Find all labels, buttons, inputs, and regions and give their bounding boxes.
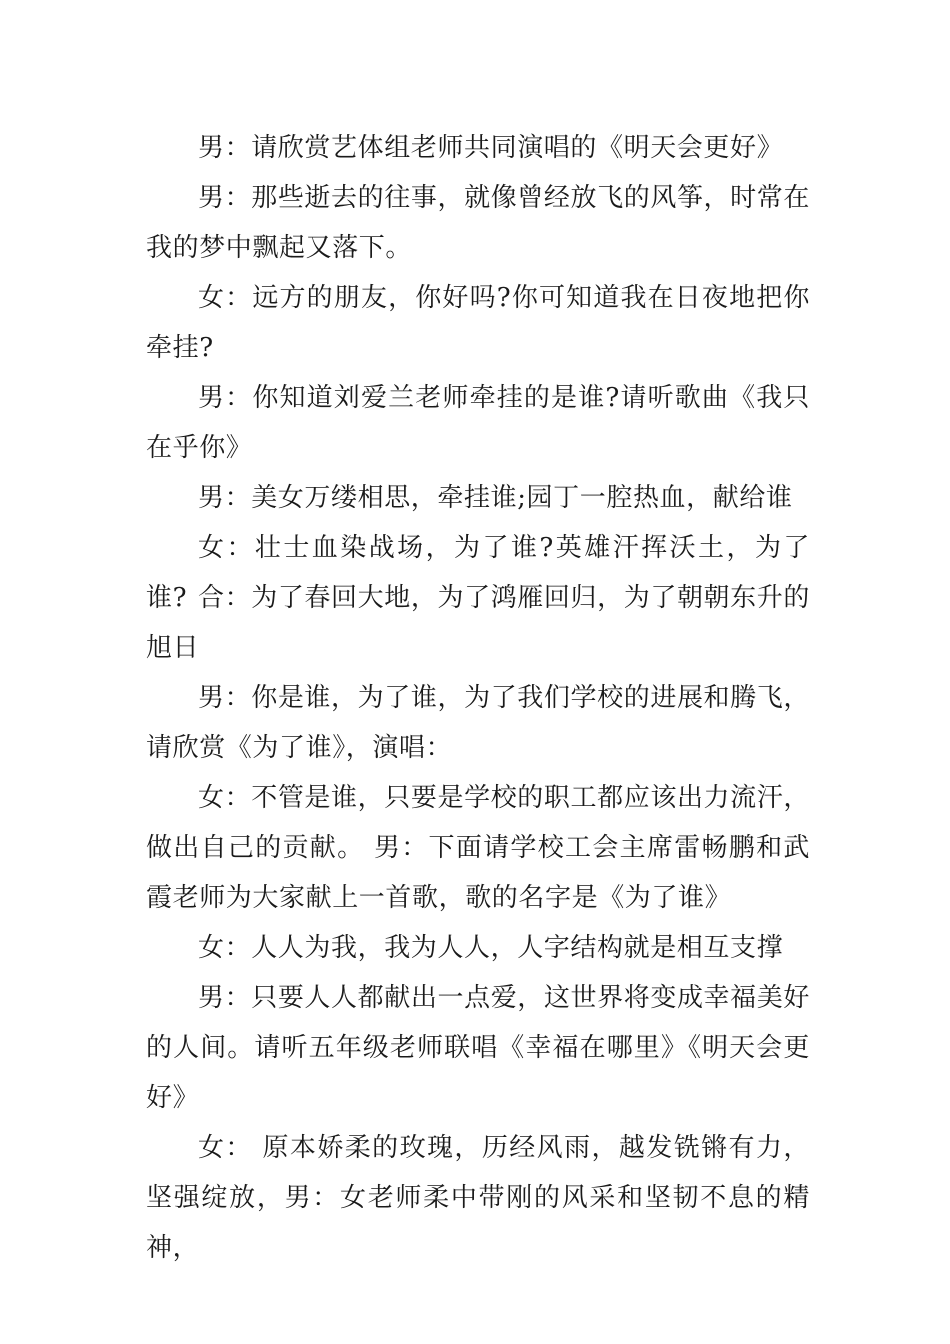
script-line-5: 男：美女万缕相思，牵挂谁;园丁一腔热血，献给谁: [198, 483, 793, 513]
script-line-9: 女：不管是谁，只要是学校的职工都应该出力流汗，做出自己的贡献。 男：下面请学校工会主席雷畅鹏和武霞老师为大家献上一首歌，歌的名字是《为了谁》: [146, 783, 810, 913]
script-line-11: 男：只要人人都献出一点爱，这世界将变成幸福美好的人间。请听五年级老师联唱《幸福在哪里》《明天会更好》: [146, 983, 810, 1113]
script-line-6: 女：壮士血染战场，为了谁?英雄汗挥沃土，为了谁?: [146, 533, 810, 613]
script-line-4: 男：你知道刘爱兰老师牵挂的是谁?请听歌曲《我只在乎你》: [146, 383, 810, 463]
script-line-1: 男：请欣赏艺体组老师共同演唱的《明天会更好》: [198, 133, 784, 163]
script-line-3: 女：远方的朋友，你好吗?你可知道我在日夜地把你牵挂?: [146, 283, 810, 363]
script-line-10: 女：人人为我，我为人人，人字结构就是相互支撑: [198, 933, 784, 963]
script-line-2: 男：那些逝去的往事，就像曾经放飞的风筝，时常在我的梦中飘起又落下。: [146, 183, 810, 263]
script-line-8: 男：你是谁，为了谁，为了我们学校的进展和腾飞，请欣赏《为了谁》，演唱：: [146, 683, 810, 763]
script-line-7: 合：为了春回大地，为了鸿雁回归，为了朝朝东升的旭日: [146, 583, 810, 663]
script-line-12: 女： 原本娇柔的玫瑰，历经风雨，越发铣锵有力，坚强绽放，男：女老师柔中带刚的风采和坚韧不息的精神，: [146, 1133, 810, 1263]
